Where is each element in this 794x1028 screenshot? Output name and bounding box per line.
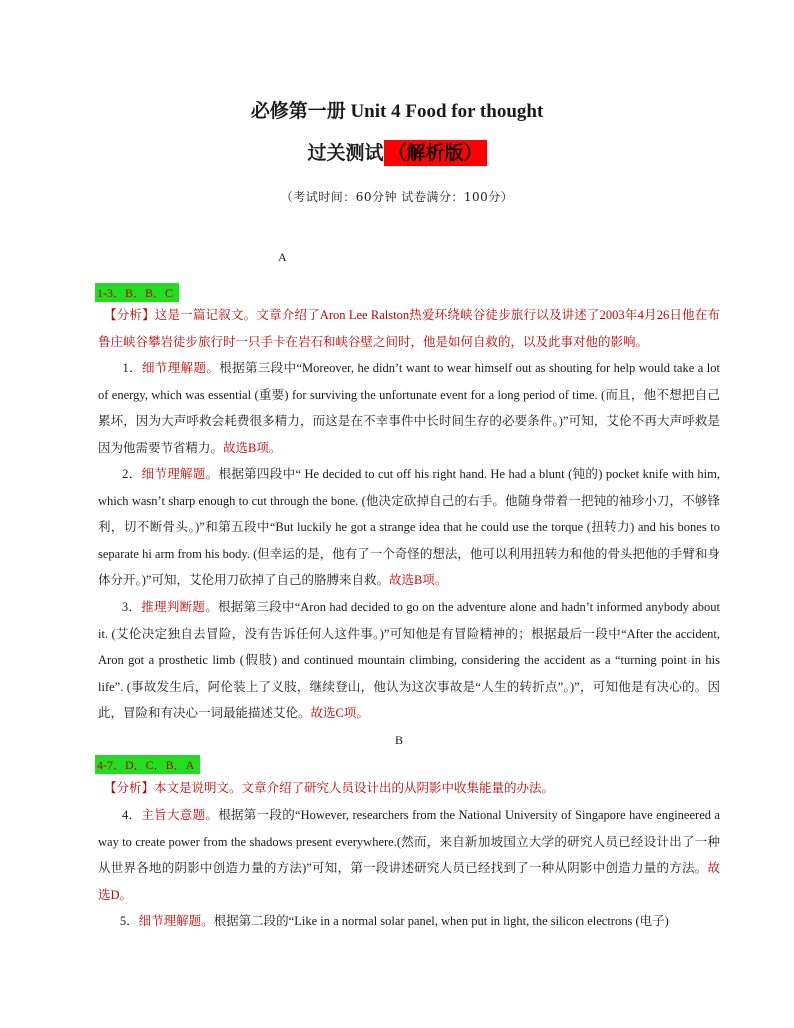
q3-number: 3．: [121, 600, 142, 614]
section-a-label: A: [278, 250, 287, 264]
analysis-text: 这是一篇记叙文。文章介绍了Aron Lee Ralston热爱环绕峡谷徒步旅行以及讲述了2003年4月26日他在布鲁庄峡谷攀岩徒步旅行时一只手卡在岩石和峡谷壁之间时，他是如何自救的，以及此事对他的影响。: [98, 308, 720, 349]
q1-type: 细节理解题。: [142, 361, 220, 375]
q5-number: 5．: [119, 914, 139, 928]
document-title: 必修第一册 Unit 4 Food for thought: [250, 101, 544, 122]
q2-answer: 故选B项。: [388, 573, 448, 588]
q3-type: 推理判断题。: [141, 600, 218, 614]
document-subtitle: [0, 138, 794, 165]
q5-type: 细节理解题。: [138, 914, 214, 928]
q2-number: 2．: [122, 467, 142, 481]
q1-number: 1．: [122, 361, 142, 375]
q3-answer: 故选C项。: [310, 706, 369, 721]
section-a-answer-key: 1-3．B．B．C: [95, 283, 179, 302]
q4-type: 主旨大意题。: [141, 808, 219, 822]
subtitle-highlight: （解析版）: [384, 140, 487, 166]
section-b-answer-key: 4-7．D．C．B．A: [95, 755, 200, 774]
question-1-explanation: [98, 355, 720, 461]
exam-info: （考试时间：60分钟 试卷满分：100分）: [280, 190, 514, 204]
question-5-explanation: [98, 908, 720, 935]
q4-body: 根据第一段的“However, researchers from the National University of Singapore have engineered a way to create power from the shadows present everywhere.(然而，来自新加坡国立大学的研究人员已经设计出了一种从世界各地的阴影中创造力量的方法)”可知，第一段讲述研究人员已经找到了一种从阴影中创造力量的方法。: [98, 808, 720, 876]
subtitle-main: 过关测试: [307, 142, 384, 164]
q1-body: 根据第三段中“Moreover, he didn’t want to wear himself out as shouting for help would take a lot of energy, which was essential (重要) for surviving the unfortunate event for a long period of time. (而且，他不想把自己累坏，因为大声呼救会耗费很多精力，而这是在不幸事件中长时间生存的必要条件。)”可知，艾伦不再大声呼救是因为他需要节省精力。: [98, 361, 720, 455]
section-b-analysis: [98, 775, 720, 802]
analysis-label: 【分析】: [104, 308, 155, 322]
q2-body: 根据第四段中“ He decided to cut off his right hand. He had a blunt (钝的) pocket knife with him, which wasn’t sharp enough to cut through the bone. (他决定砍掉自己的右手。他随身带着一把钝的袖珍小刀，不够锋利，切不断骨头。)”和第五段中“But luckily he got a strange idea that he could use the torque (扭转力) and his bones to separate hi arm from his body. (但幸运的是，他有了一个奇怪的想法，他可以利用扭转力和他的骨头把他的手臂和身体分开。)”可知，艾伦用刀砍掉了自己的胳膊来自救。: [98, 467, 720, 588]
question-4-explanation: [98, 802, 720, 908]
q3-body: 根据第三段中“Aron had decided to go on the adventure alone and hadn’t informed anybody about it. (艾伦决定独自去冒险，没有告诉任何人这件事。)”可知他是有冒险精神的；根据最后一段中“After the accident, Aron got a prosthetic limb (假肢) and continued mountain climbing, considering the accident as a “turning point in his life”. (事故发生后，阿伦装上了义肢，继续登山，他认为这次事故是“人生的转折点”。)”，可知他是有决心的。因此，冒险和有决心一词最能描述艾伦。: [98, 600, 721, 721]
question-3-explanation: [98, 594, 720, 727]
analysis-label: 【分析】: [104, 781, 155, 795]
q4-number: 4．: [122, 808, 142, 822]
q4-answer: 故选D。: [98, 861, 720, 902]
question-2-explanation: [98, 461, 720, 594]
analysis-text: 本文是说明文。文章介绍了研究人员设计出的从阴影中收集能量的办法。: [154, 781, 555, 795]
q1-answer: 故选B项。: [223, 440, 282, 455]
q2-type: 细节理解题。: [141, 467, 219, 481]
q5-body: 根据第二段的“Like in a normal solar panel, when put in light, the silicon electrons (电子): [213, 914, 669, 928]
section-b-label: B: [395, 733, 404, 747]
section-a-analysis: [98, 302, 720, 355]
